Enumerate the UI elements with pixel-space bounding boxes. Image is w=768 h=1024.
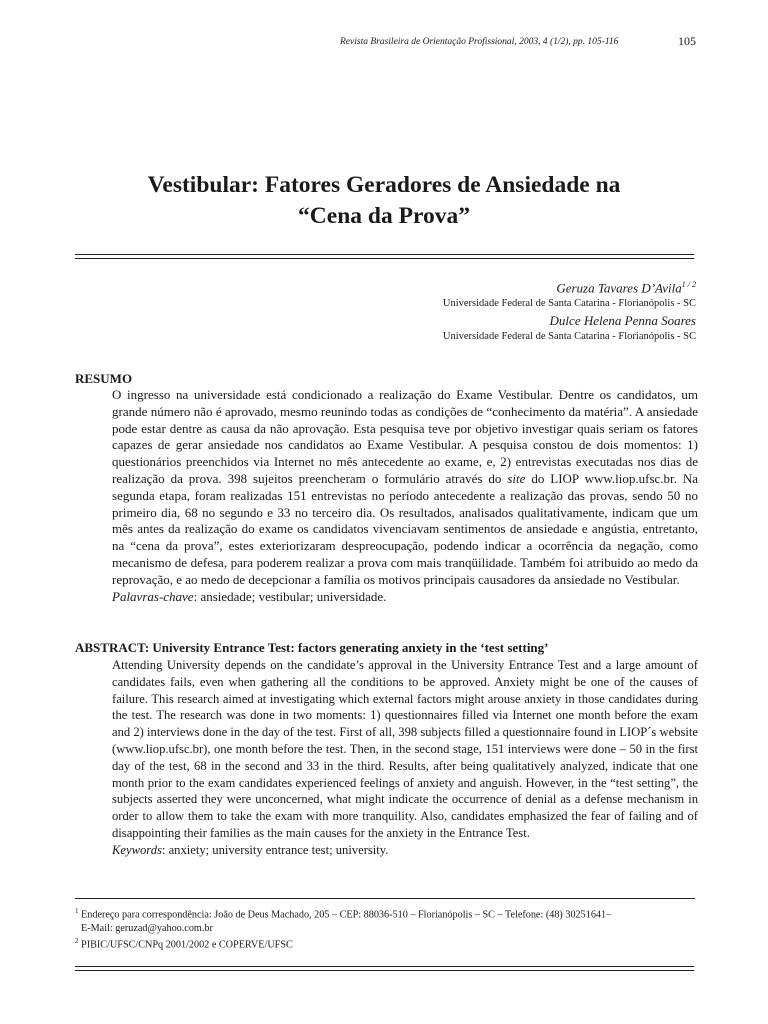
resumo-keywords: Palavras-chave: ansiedade; vestibular; universidade. <box>112 588 387 604</box>
abstract-heading: ABSTRACT: University Entrance Test: factors generating anxiety in the ‘test setting’ <box>75 640 549 655</box>
running-header <box>340 34 700 52</box>
resumo-body <box>112 387 698 605</box>
abstract-keywords: Keywords: anxiety; university entrance test; university. <box>112 842 389 857</box>
author-2-name: Dulce Helena Penna Soares <box>549 313 696 328</box>
site-word: site <box>507 470 526 486</box>
title-line-1: Vestibular: Fatores Geradores de Ansiedade na <box>147 172 621 198</box>
journal-citation: Revista Brasileira de Orientação Profissional, 2003, 4 (1/2), pp. 105-116 <box>340 37 619 47</box>
footnote-1-email: E-Mail: geruzad@yahoo.com.br <box>81 922 213 934</box>
footnote-rule <box>75 898 695 899</box>
abstract-paragraph: Attending University depends on the candidate’s approval in the University Entrance Test and a large amount of candidates fails, even when gathering all the conditions to be approved. Anxiety might be one of the causes of failure. This research aimed at investigating which external factors might arouse anxiety in those candidates during the test. The research was done in two moments: 1) questionnaires filled via Internet one month before the exam and 2) interviews done in the day of the test. First of all, 398 subjects filled a questionnaire found in LIOP´s website (www.liop.ufsc.br), one month before the test. Then, in the second stage, 151 interviews were done – 50 in the first day of the test, 68 in the second and 33 in the third. Results, after being qualitatively analyzed, indicate that one month prior to the exam candidates experienced feelings of anxiety and anguish. However, in the “test setting”, the subjects asserted they were unconcerned, what might indicate the occurrence of denial as a defense mechanism in order to allow them to take the exam with more tranquility. Also, candidates emphasized the fear of failing and of disappointing their families as the main causes for the anxiety in the Entrance Test. <box>112 658 698 840</box>
title-line-2: “Cena da Prova” <box>298 203 470 229</box>
article-title <box>60 170 708 232</box>
author-2-affiliation: Universidade Federal de Santa Catarina - Florianópolis - SC <box>442 331 696 342</box>
author-1-footnote-marks: 1 / 2 <box>681 280 696 289</box>
bottom-rule-top <box>75 966 694 967</box>
footnotes <box>75 905 698 952</box>
author-1-affiliation: Universidade Federal de Santa Catarina - Florianópolis - SC <box>442 298 696 309</box>
title-rule-bottom <box>75 258 694 259</box>
author-1-name: Geruza Tavares D’Avila$^{1 / 2}$ <box>556 280 696 296</box>
title-rule-top <box>75 254 694 255</box>
bottom-rule-bottom <box>75 970 694 971</box>
abstract-body <box>112 657 698 859</box>
footnote-1: $^1$ Endereço para correspondência: João de Deus Machado, 205 – CEP: 88036-510 – Florianópolis – SC – Telefone: (48) 30251641– <box>75 907 612 921</box>
resumo-paragraph: O ingresso na universidade está condicionado a realização do Exame Vestibular. Dentre os candidatos, um grande número não é aprovado, mesmo reunindo todas as condições de “conhecimento da matéria”. A ansiedade pode estar dentre as causa da não aprovação. Esta pesquisa teve por objetivo investigar quais seriam os fatores capazes de gerar ansiedade nos candidatos ao Exame Vestibular. A pesquisa constou de dois momentos: 1) questionários preenchidos via Internet no mês antecedente ao exame, e, 2) entrevistas executadas nos dias de realização da prova. 398 sujeitos preencheram o formulário através do site do LIOP www.liop.ufsc.br. Na segunda etapa, foram realizadas 151 entrevistas no período antecedente a realização das provas, sendo 50 no primeiro dia, 68 no segundo e 33 no terceiro dia. Os resultados, analisados qualitativamente, indicam que um mês antes da realização do exame os candidatos vivenciavam sentimentos de ansiedade e angústia, entretanto, na “cena da prova”, estes exteriorizaram despreocupação, podendo indicar a ocorrência da negação, como mecanismo de defesa, para poderem realizar a prova com mais tranqüilidade. Também foi atribuido ao medo da reprovação, e ao medo de decepcionar a família os motivos principais causadores da ansiedade no Vestibular. <box>112 387 699 587</box>
page-number: 105 <box>678 34 696 48</box>
footnote-2: $^2$ PIBIC/UFSC/CNPq 2001/2002 e COPERVE/UFSC <box>75 937 293 951</box>
resumo-heading: RESUMO <box>75 371 133 386</box>
